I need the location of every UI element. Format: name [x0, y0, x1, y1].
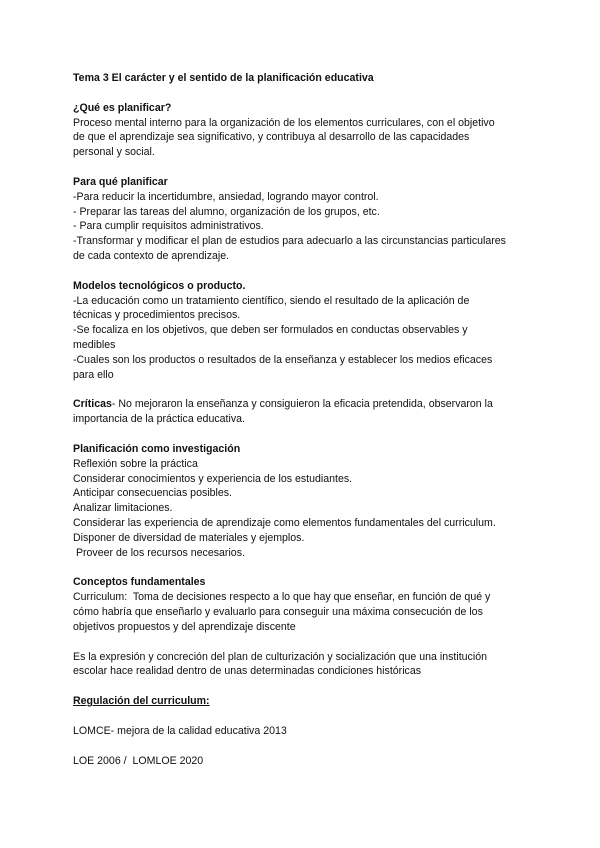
list-item: -Se focaliza en los objetivos, que deben ser formulados en conductas observables y: [73, 324, 468, 337]
section-fundamental-concepts: [73, 575, 528, 634]
section-heading: Modelos tecnológicos o producto.: [73, 279, 246, 292]
list-item: de cada contexto de aprendizaje.: [73, 249, 230, 262]
lomce-line: LOMCE- mejora de la calidad educativa 2013: [73, 724, 287, 737]
paragraph-line: [73, 397, 528, 412]
list-item: Analizar limitaciones.: [73, 502, 173, 515]
paragraph-line: personal y social.: [73, 146, 155, 159]
list-item: -Cuales son los productos o resultados de la enseñanza y establecer los medios eficaces: [73, 353, 493, 366]
criticism-text: - No mejoraron la enseñanza y consiguieron la eficacia pretendida, observaron la: [111, 398, 493, 411]
section-planning-as-research: [73, 442, 528, 560]
paragraph-line: importancia de la práctica educativa.: [73, 413, 245, 426]
list-item: Considerar las experiencia de aprendizaje como elementos fundamentales del curriculum.: [73, 516, 496, 529]
paragraph-line: de que el aprendizaje sea significativo, y contribuya al desarrollo de las capacidades: [73, 131, 470, 144]
paragraph-line: Curriculum: Toma de decisiones respecto a lo que hay que enseñar, en función de qué y: [73, 591, 491, 604]
document-page: [73, 71, 528, 783]
list-item: para ello: [73, 368, 114, 381]
list-item: Proveer de los recursos necesarios.: [73, 546, 245, 559]
loe-line: LOE 2006 / LOMLOE 2020: [73, 754, 204, 767]
list-item: Reflexión sobre la práctica: [73, 457, 198, 470]
list-item: Considerar conocimientos y experiencia de los estudiantes.: [73, 472, 353, 485]
paragraph-line: cómo habría que enseñarlo y evaluarlo para conseguir una máxima consecución de los: [73, 605, 483, 618]
list-item: Anticipar consecuencias posibles.: [73, 487, 232, 500]
document-title: Tema 3 El carácter y el sentido de la planificación educativa: [73, 72, 374, 84]
criticism-label: Críticas: [73, 398, 112, 411]
regulation-heading: Regulación del curriculum:: [73, 695, 210, 708]
section-heading: Conceptos fundamentales: [73, 576, 206, 589]
list-item: -La educación como un tratamiento científico, siendo el resultado de la aplicación de: [73, 294, 470, 307]
section-criticism: [73, 397, 528, 427]
paragraph-line: escolar hace realidad dentro de unas determinadas condiciones históricas: [73, 665, 422, 678]
list-item: medibles: [73, 338, 116, 351]
list-item: - Para cumplir requisitos administrativos.: [73, 220, 264, 233]
section-heading: ¿Qué es planificar?: [73, 101, 172, 114]
list-item: Disponer de diversidad de materiales y ejemplos.: [73, 531, 305, 544]
list-item: -Para reducir la incertidumbre, ansiedad, logrando mayor control.: [73, 190, 379, 203]
section-heading: Planificación como investigación: [73, 442, 241, 455]
paragraph-line: Es la expresión y concreción del plan de culturización y socialización que una institución: [73, 650, 487, 663]
paragraph-line: objetivos propuestos y del aprendizaje discente: [73, 620, 296, 633]
list-item: -Transformar y modificar el plan de estudios para adecuarlo a las circunstancias particulares: [73, 235, 506, 248]
section-why-plan: [73, 175, 528, 264]
paragraph-line: Proceso mental interno para la organización de los elementos curriculares, con el objetivo: [73, 116, 495, 129]
section-curriculum-definition: [73, 650, 528, 680]
list-item: técnicas y procedimientos precisos.: [73, 309, 241, 322]
section-technological-models: [73, 279, 528, 383]
section-heading: Para qué planificar: [73, 175, 168, 188]
list-item: - Preparar las tareas del alumno, organización de los grupos, etc.: [73, 205, 380, 218]
section-what-is-planning: [73, 101, 528, 160]
